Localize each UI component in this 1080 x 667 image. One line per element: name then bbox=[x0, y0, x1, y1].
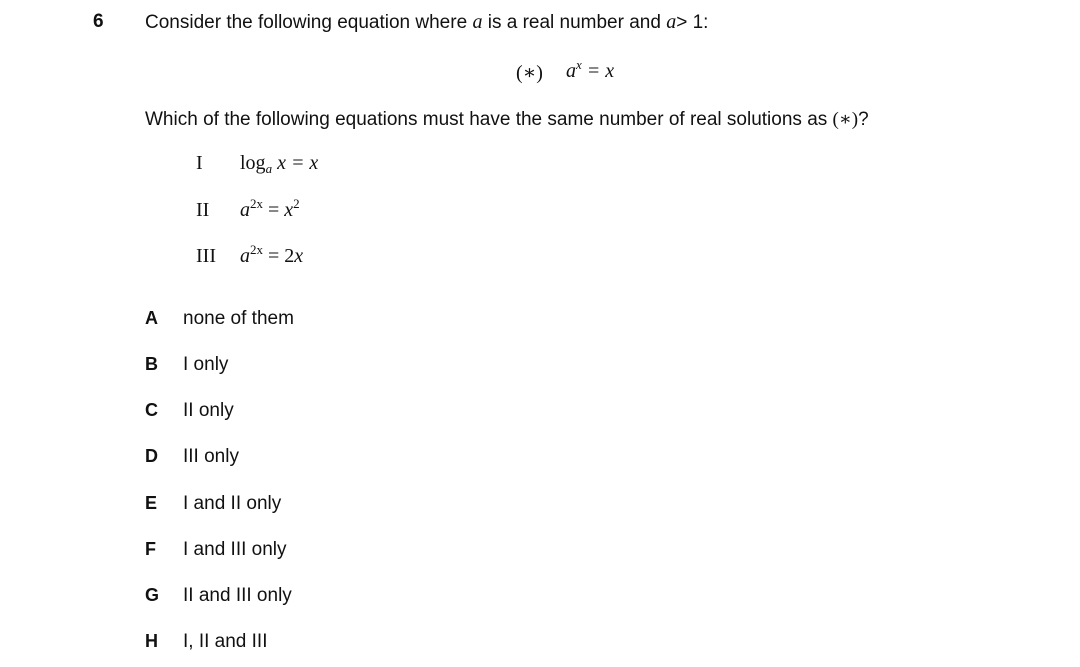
prompt-reference: (∗) bbox=[832, 109, 859, 130]
intro-text: Consider the following equation where bbox=[145, 12, 468, 33]
star-equation bbox=[566, 57, 615, 83]
prompt-text: Which of the following equations must have the same number of real solutions as bbox=[145, 109, 828, 130]
statement-equation-1 bbox=[240, 152, 318, 175]
star-exponent: x bbox=[576, 57, 582, 72]
statement-2-base: a bbox=[240, 199, 250, 221]
statement-3-eq: = bbox=[268, 245, 280, 267]
option-text-a[interactable]: none of them bbox=[183, 308, 294, 329]
statement-numeral-2: II bbox=[196, 199, 210, 221]
statement-equation-2 bbox=[240, 196, 300, 222]
statement-2-rhs-base: x bbox=[284, 199, 294, 221]
statement-1-rest: x = x bbox=[277, 152, 319, 174]
statement-1-sub: a bbox=[265, 161, 273, 176]
statement-3-exponent: 2x bbox=[250, 242, 263, 257]
option-letter-h[interactable]: H bbox=[145, 631, 158, 651]
statement-2-exponent: 2x bbox=[250, 196, 263, 211]
option-text-d[interactable]: III only bbox=[183, 446, 239, 467]
option-text-g[interactable]: II and III only bbox=[183, 585, 292, 606]
statement-1-func: log bbox=[240, 152, 266, 174]
statement-3-rhs-var: x bbox=[294, 245, 304, 267]
prompt-end: ? bbox=[858, 109, 869, 130]
star-label: (∗) bbox=[516, 62, 543, 84]
statement-3-base: a bbox=[240, 245, 250, 267]
option-letter-d[interactable]: D bbox=[145, 446, 158, 466]
option-text-b[interactable]: I only bbox=[183, 354, 229, 375]
option-letter-f[interactable]: F bbox=[145, 539, 156, 559]
option-letter-b[interactable]: B bbox=[145, 354, 158, 374]
option-text-h[interactable]: I, II and III bbox=[183, 631, 268, 652]
question-prompt bbox=[145, 108, 869, 131]
option-text-f[interactable]: I and III only bbox=[183, 539, 287, 560]
question-number: 6 bbox=[93, 11, 104, 32]
star-base: a bbox=[566, 60, 576, 82]
intro-mid-text: is a real number and bbox=[487, 12, 661, 33]
statement-numeral-3: III bbox=[196, 245, 216, 267]
option-letter-a[interactable]: A bbox=[145, 308, 158, 328]
intro-variable: a bbox=[472, 11, 483, 33]
intro-condition-variable: a bbox=[666, 11, 677, 33]
star-rhs: = x bbox=[586, 60, 615, 82]
question-intro bbox=[145, 11, 708, 34]
statement-numeral-1: I bbox=[196, 152, 203, 174]
option-text-e[interactable]: I and II only bbox=[183, 493, 282, 514]
option-letter-e[interactable]: E bbox=[145, 493, 158, 513]
option-text-c[interactable]: II only bbox=[183, 400, 234, 421]
option-letter-g[interactable]: G bbox=[145, 585, 160, 605]
statement-3-rhs-num: 2 bbox=[284, 245, 295, 267]
statement-2-rhs-exponent: 2 bbox=[293, 196, 300, 211]
statement-2-eq: = bbox=[268, 199, 280, 221]
intro-condition-rest: > 1: bbox=[676, 12, 709, 33]
statement-equation-3 bbox=[240, 242, 304, 268]
option-letter-c[interactable]: C bbox=[145, 400, 158, 420]
